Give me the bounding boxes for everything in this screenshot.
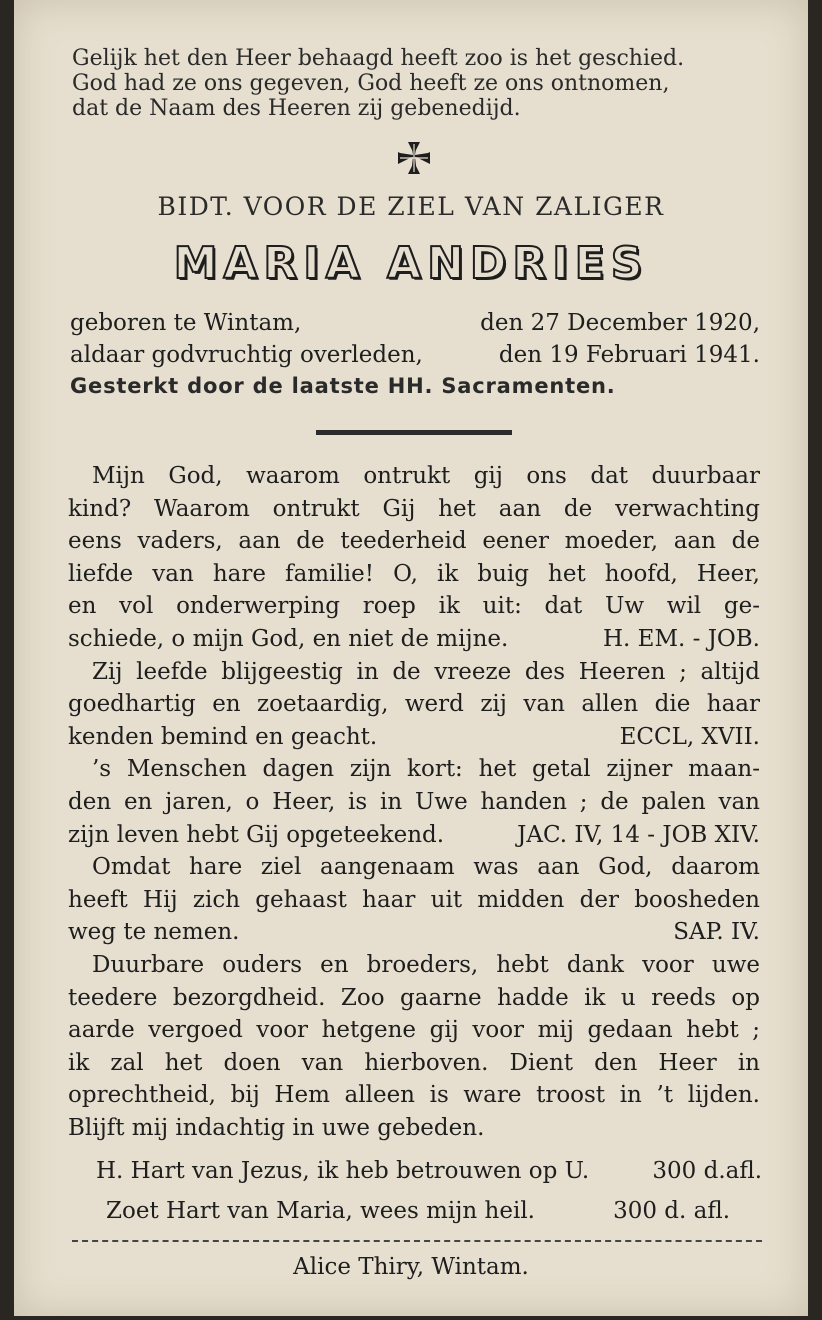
verse-line: Gelijk het den Heer behaagd heeft zoo is het geschied. — [72, 46, 685, 71]
body-line-text: teedere bezorgdheid. Zoo gaarne hadde ik u reeds op — [68, 984, 760, 1011]
printer-credit: Alice Thiry, Wintam. — [293, 1254, 529, 1280]
birth-date: den 27 December 1920, — [480, 310, 760, 336]
verse-line: dat de Naam des Heeren zij gebenedijd. — [72, 96, 521, 121]
sacraments-line: Gesterkt door de laatste HH. Sacramenten. — [70, 374, 616, 398]
body-line-text: den en jaren, o Heer, is in Uwe handen ; de palen van — [68, 788, 760, 815]
body-line-text: Mijn God, waarom ontrukt gij ons dat duurbaar — [92, 463, 760, 489]
prayer-indulgence: 300 d.afl. — [652, 1158, 762, 1184]
body-line — [68, 786, 760, 819]
body-line — [68, 656, 760, 689]
prayer-indulgence: 300 d. afl. — [613, 1198, 730, 1224]
body-line-text: kenden bemind en geacht. — [68, 723, 378, 750]
divider-rule — [316, 430, 512, 435]
body-line — [68, 1079, 760, 1112]
main-text — [68, 460, 760, 1144]
scripture-reference: JAC. IV, 14 - JOB XIV. — [517, 821, 760, 848]
body-line — [68, 460, 760, 493]
body-line — [68, 493, 760, 526]
body-line-text: Blijft mij indachtig in uwe gebeden. — [68, 1114, 485, 1141]
body-line-text: oprechtheid, bij Hem alleen is ware troost in ’t lijden. — [68, 1082, 760, 1109]
body-line — [68, 949, 760, 982]
prayer-text: Zoet Hart van Maria, wees mijn heil. — [106, 1198, 535, 1224]
opening-verse — [72, 46, 762, 121]
body-line — [68, 525, 760, 558]
body-line — [68, 753, 760, 786]
body-line — [68, 1047, 760, 1080]
body-line — [68, 558, 760, 591]
dotted-separator — [72, 1240, 762, 1242]
body-line — [68, 721, 760, 754]
body-line — [68, 623, 760, 656]
birth-line — [70, 308, 760, 338]
body-line-text: Duurbare ouders en broeders, hebt dank voor uwe — [92, 951, 760, 978]
body-line-text: schiede, o mijn God, en niet de mijne. — [68, 625, 509, 652]
death-date: den 19 Februari 1941. — [498, 342, 760, 368]
prayer-text: H. Hart van Jezus, ik heb betrouwen op U. — [96, 1158, 590, 1184]
invocation-heading: BIDT. VOOR DE ZIEL VAN ZALIGER — [157, 192, 665, 221]
scripture-reference: SAP. IV. — [673, 919, 760, 946]
body-line-text: heeft Hij zich gehaast haar uit midden der boosheden — [68, 886, 760, 913]
body-line-text: goedhartig en zoetaardig, werd zij van allen die haar — [68, 691, 760, 718]
body-line-text: ik zal het doen van hierboven. Dient den Heer in — [68, 1049, 760, 1076]
body-line — [68, 884, 760, 917]
body-line — [68, 851, 760, 884]
body-line-text: eens vaders, aan de teederheid eener moeder, aan de — [68, 528, 760, 555]
body-line-text: en vol onderwerping roep ik uit: dat Uw wil ge- — [68, 593, 760, 620]
body-line — [68, 916, 760, 949]
body-line-text: zijn leven hebt Gij opgeteekend. — [68, 821, 445, 848]
scripture-reference: H. EM. - JOB. — [602, 625, 760, 652]
body-line — [68, 1014, 760, 1047]
body-line-text: liefde van hare familie! O, ik buig het hoofd, Heer, — [68, 560, 760, 587]
body-line — [68, 819, 760, 852]
body-line — [68, 688, 760, 721]
body-line-text: Zij leefde blijgeestig in de vreeze des Heeren ; altijd — [92, 658, 760, 685]
body-line-text: ’s Menschen dagen zijn kort: het getal zijner maan- — [92, 756, 760, 783]
frame-right — [808, 0, 822, 1320]
body-line — [68, 1112, 760, 1145]
scripture-reference: ECCL, XVII. — [619, 723, 760, 750]
memorial-card — [14, 0, 808, 1316]
birth-place: geboren te Wintam, — [70, 310, 302, 336]
verse-line: God had ze ons gegeven, God heeft ze ons ontnomen, — [72, 71, 670, 96]
body-line — [68, 982, 760, 1015]
deceased-name: MARIA ANDRIES — [173, 238, 649, 289]
body-line-text: aarde vergoed voor hetgene gij voor mij gedaan hebt ; — [68, 1017, 760, 1044]
frame-bottom — [0, 1316, 822, 1320]
body-line-text: Omdat hare ziel aangenaam was aan God, daarom — [92, 854, 760, 881]
death-place: aldaar godvruchtig overleden, — [70, 342, 423, 368]
death-line — [70, 340, 760, 370]
cross-pattee-icon — [394, 138, 434, 178]
frame-left — [0, 0, 14, 1320]
body-line-text: kind? Waarom ontrukt Gij het aan de verwachting — [68, 495, 760, 522]
body-line — [68, 590, 760, 623]
body-line-text: weg te nemen. — [68, 919, 240, 946]
